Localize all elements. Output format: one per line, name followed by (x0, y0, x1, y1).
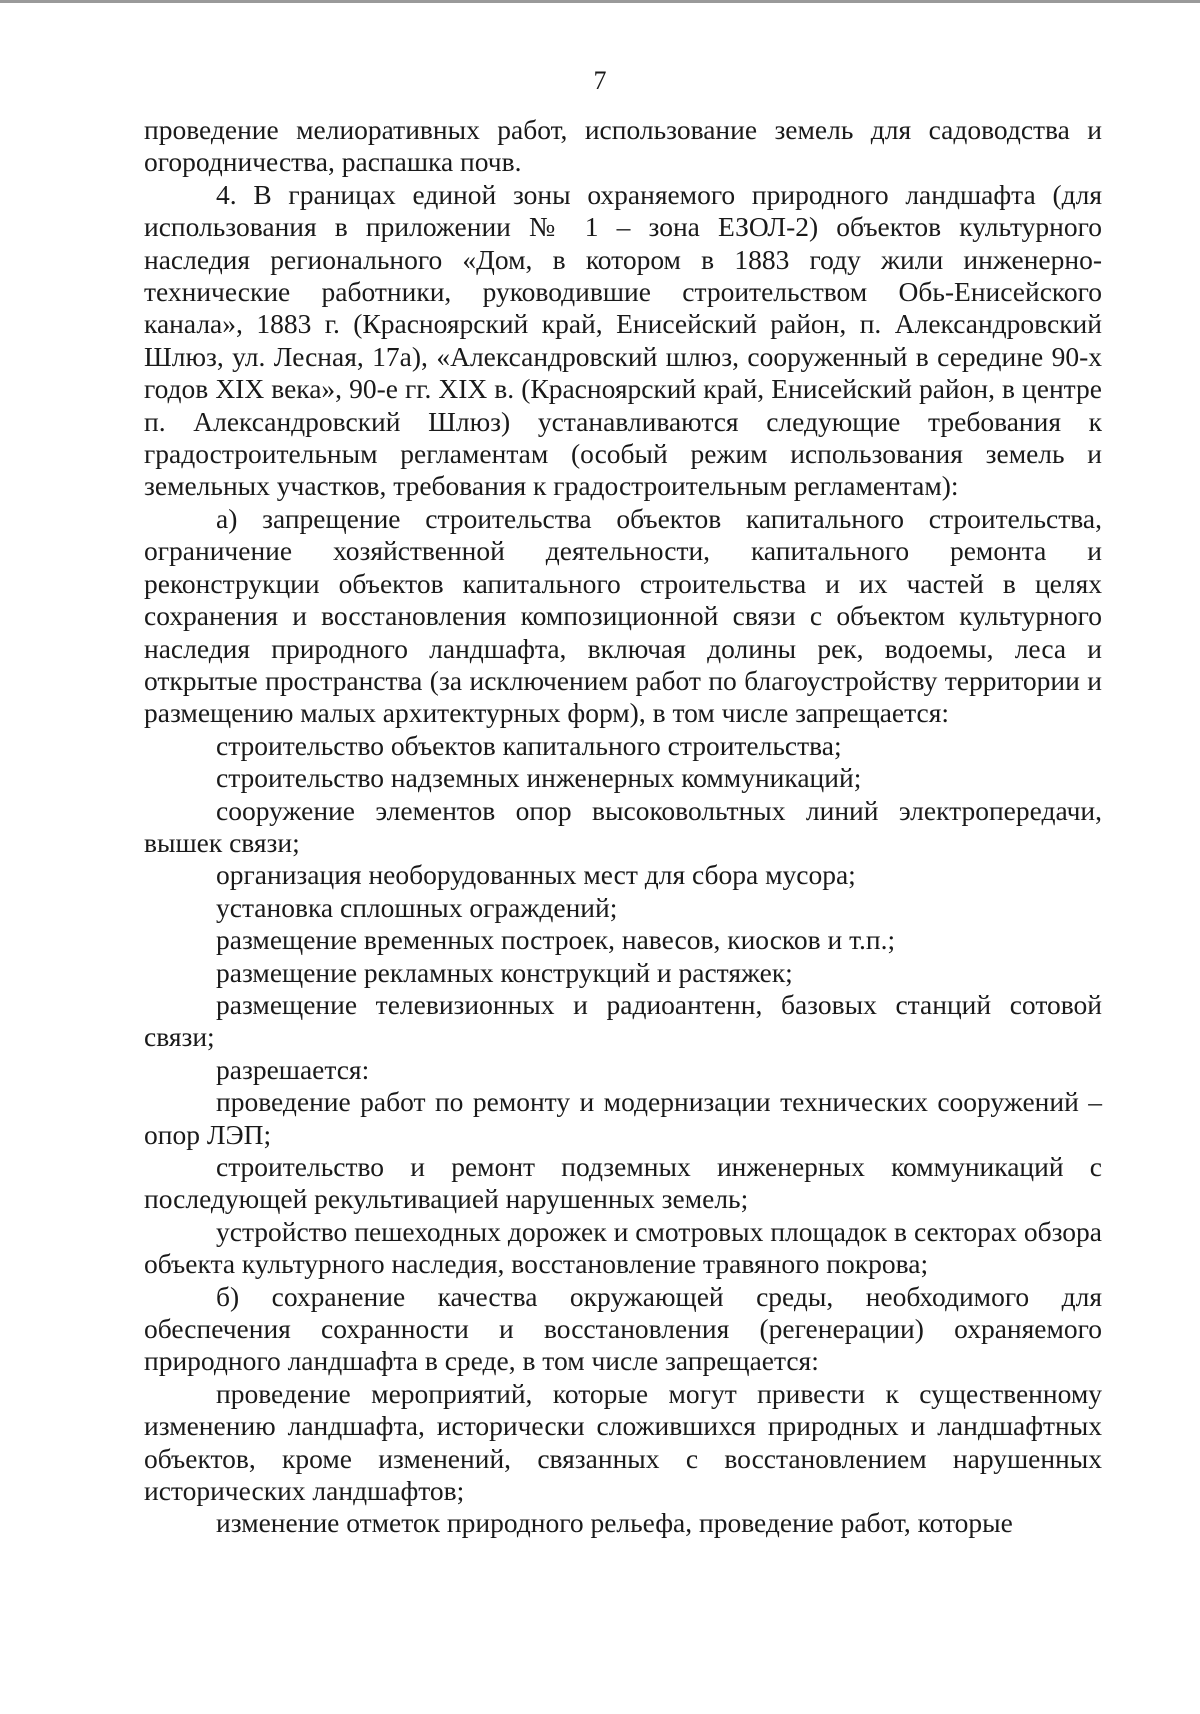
paragraph-subitem-a: а) запрещение строительства объектов капитального строительства, ограничение хозяйственной деятельности, капитального ремонта и реконструкции объектов капитального строительства и их частей в целях сохранения и восстановления композиционной связи с объектом культурного наследия природного ландшафта, включая долины рек, водоемы, леса и открытые пространства (за исключением работ по благоустройству территории и размещению малых архитектурных форм), в том числе запрещается: (144, 502, 1102, 729)
list-item: устройство пешеходных дорожек и смотровых площадок в секторах обзора объекта культурного наследия, восстановление травяного покрова; (144, 1215, 1102, 1280)
list-item: размещение временных построек, навесов, киосков и т.п.; (216, 924, 896, 956)
list-item: размещение телевизионных и радиоантенн, базовых станций сотовой связи; (144, 988, 1102, 1053)
list-item: сооружение элементов опор высоковольтных линий электропередачи, вышек связи; (144, 794, 1102, 858)
list-item: размещение рекламных конструкций и растяжек; (216, 956, 793, 988)
scan-top-edge (0, 0, 1200, 3)
list-item: установка сплошных ограждений; (216, 891, 618, 923)
list-item: организация необорудованных мест для сбора мусора; (216, 859, 856, 891)
list-item: строительство и ремонт подземных инженерных коммуникаций с последующей рекультивацией нарушенных земель; (144, 1151, 1102, 1215)
list-item: строительство объектов капитального строительства; (216, 729, 842, 761)
list-item: проведение работ по ремонту и модернизации технических сооружений – опор ЛЭП; (144, 1086, 1102, 1150)
document-body (144, 114, 1102, 1540)
paragraph-item-4: 4. В границах единой зоны охраняемого природного ландшафта (для использования в приложении № 1 – зона ЕЗОЛ-2) объектов культурного наследия регионального «Дом, в котором в 1883 году жили инженерно-технические работники, руководившие строительством Обь-Енисейского канала», 1883 г. (Красноярский край, Енисейский район, п. Александровский Шлюз, ул. Лесная, 17а), «Александровский шлюз, сооруженный в середине 90-х годов XIX века», 90-е гг. XIX в. (Красноярский край, Енисейский район, в центре п. Александровский Шлюз) устанавливаются следующие требования к градостроительным регламентам (особый режим использования земель и земельных участков, требования к градостроительным регламентам): (144, 178, 1102, 502)
list-item: проведение мероприятий, которые могут привести к существенному изменению ландшафта, исторически сложившихся природных и ландшафтных объектов, кроме изменений, связанных с восстановлением нарушенных исторических ландшафтов; (144, 1377, 1102, 1507)
list-item: строительство надземных инженерных коммуникаций; (216, 762, 862, 794)
paragraph-subitem-b: б) сохранение качества окружающей среды, необходимого для обеспечения сохранности и восстановления (регенерации) охраняемого природного ландшафта в среде, в том числе запрещается: (144, 1280, 1102, 1377)
paragraph-continuation: проведение мелиоративных работ, использование земель для садоводства и огородничества, распашка почв. (144, 114, 1102, 178)
list-item: изменение отметок природного рельефа, проведение работ, которые (216, 1507, 1013, 1539)
permitted-heading: разрешается: (216, 1053, 370, 1085)
page-number: 7 (593, 66, 607, 95)
